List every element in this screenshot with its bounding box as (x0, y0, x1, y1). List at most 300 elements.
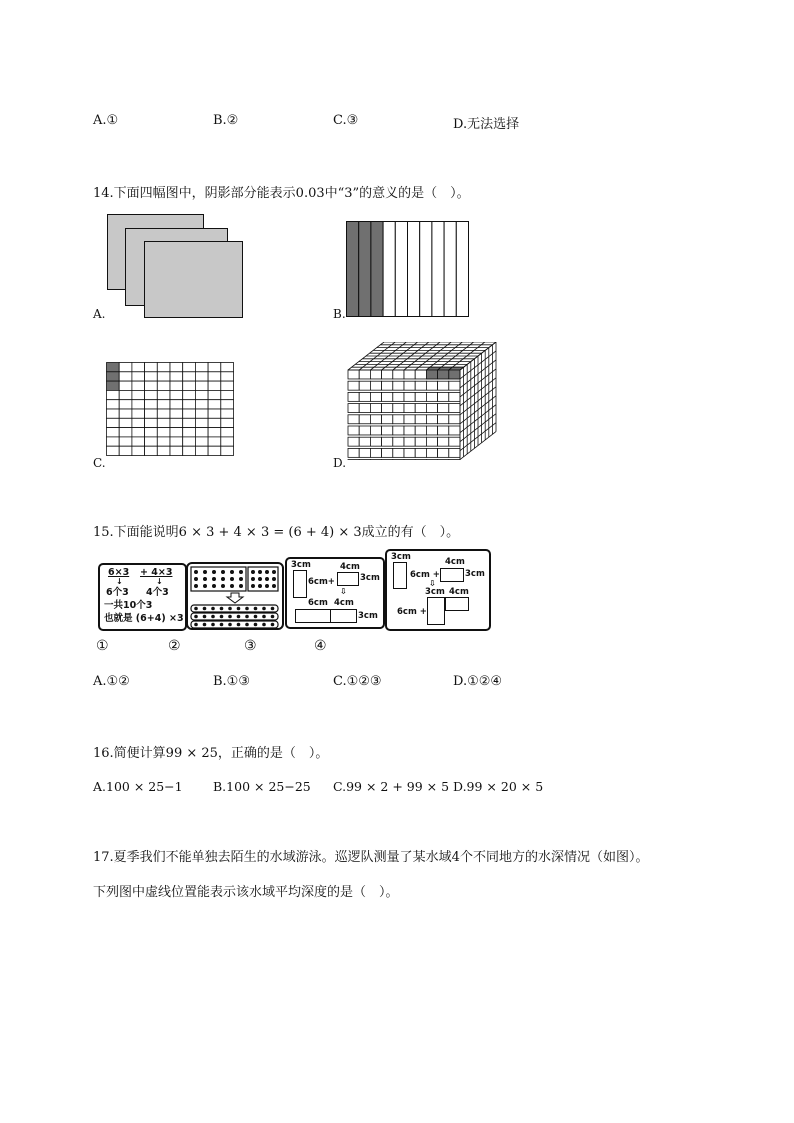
dot (251, 584, 255, 588)
q15-panel-2 (186, 562, 284, 630)
cube-front-cell (359, 448, 370, 457)
q16-stem: 16.简便计算99 × 25，正确的是（ ）。 (93, 746, 329, 761)
q15-option-b[interactable]: B.①③ (213, 674, 250, 689)
grid-cell (132, 390, 145, 399)
cube-front-cell (348, 415, 359, 424)
grid-cell (107, 400, 120, 409)
dot (194, 615, 198, 619)
q17-stem-line1: 17.夏季我们不能单独去陌生的水域游泳。巡逻队测量了某水域4个不同地方的水深情况（如图）。 (93, 850, 649, 865)
q13-option-d[interactable]: D.无法选择 (453, 117, 520, 132)
q15-option-d[interactable]: D.①②④ (453, 674, 503, 689)
cube-front-cell (404, 381, 415, 390)
cube-front-cell (393, 437, 404, 446)
grid-cell (208, 446, 221, 455)
strip (347, 222, 359, 317)
dot (251, 577, 255, 581)
grid-cell (145, 363, 158, 372)
cube-front-cell (426, 404, 437, 413)
dot (221, 577, 225, 581)
dot (254, 623, 258, 627)
dot (228, 623, 232, 627)
q17-stem-line2: 下列图中虚线位置能表示该水域平均深度的是（ ）。 (93, 885, 399, 900)
q15-panel-3 (285, 557, 385, 629)
dot (262, 623, 266, 627)
cube-front-cell (359, 404, 370, 413)
panel1-arrow-b: ↓ (156, 577, 163, 586)
dot (194, 607, 198, 611)
grid-cell (183, 446, 196, 455)
dot (237, 607, 241, 611)
q15-stem: 15.下面能说明6 × 3 + 4 × 3 = (6 + 4) × 3成立的有（ ）。 (93, 525, 460, 540)
dot (211, 623, 215, 627)
grid-cell (208, 372, 221, 381)
panel4-rect-tall (393, 562, 407, 589)
q14-stem: 14.下面四幅图中，阴影部分能表示0.03中“3”的意义的是（ ）。 (93, 186, 470, 201)
dot (212, 577, 216, 581)
cube-front-cell (438, 381, 449, 390)
dot (265, 577, 269, 581)
strip (359, 222, 371, 317)
dot (228, 607, 232, 611)
panel3-rect-long (295, 609, 357, 623)
panel1-count-a: 6个3 (106, 587, 129, 598)
cube-front-cell (359, 415, 370, 424)
cube-front-cell (370, 448, 381, 457)
grid-cell (195, 418, 208, 427)
q14-figure-c (106, 362, 236, 460)
dot (230, 584, 234, 588)
strip (395, 222, 407, 317)
cube-front-cell (348, 381, 359, 390)
cube-front-cell (370, 437, 381, 446)
dot (239, 577, 243, 581)
cube-front-cell (415, 392, 426, 401)
q13-option-b[interactable]: B.② (213, 113, 239, 128)
cube-front-cell (348, 448, 359, 457)
panel4-rect-b-small (445, 597, 469, 611)
dot (251, 570, 255, 574)
square-front (145, 242, 243, 318)
panel3-label-b-right: 4cm (334, 598, 354, 608)
grid-cell (132, 418, 145, 427)
q15-option-c[interactable]: C.①②③ (333, 674, 382, 689)
cube-front-cell (449, 392, 460, 401)
panel1-conclusion: 也就是 (6+4) ×3 (104, 613, 184, 624)
cube-front-cell (438, 426, 449, 435)
cube-front-cell (382, 370, 393, 379)
grid-cell (119, 363, 132, 372)
dot (271, 615, 275, 619)
grid-cell (170, 409, 183, 418)
cube-front-cell (359, 370, 370, 379)
grid-cell (195, 372, 208, 381)
panel3-label-b-left: 6cm (308, 598, 328, 608)
cube-front-cell (449, 426, 460, 435)
grid-cell (145, 390, 158, 399)
dot (220, 615, 224, 619)
cube-shaded-cell (449, 370, 460, 379)
strip (371, 222, 383, 317)
grid-cell (221, 363, 234, 372)
cube-front-cell (370, 370, 381, 379)
grid-cell (183, 409, 196, 418)
cube-front-cell (382, 437, 393, 446)
cube-front-cell (393, 370, 404, 379)
grid-cell (157, 363, 170, 372)
dot (194, 584, 198, 588)
panel4-label-b1: 3cm (425, 587, 445, 597)
cube-front-cell (382, 426, 393, 435)
grid-cell (157, 437, 170, 446)
grid-cell (208, 390, 221, 399)
grid-cell (157, 446, 170, 455)
grid-cell (145, 372, 158, 381)
cube-front-cell (348, 404, 359, 413)
grid-cell (132, 446, 145, 455)
grid-cell (183, 363, 196, 372)
grid-cell (145, 418, 158, 427)
grid-cell (145, 409, 158, 418)
dot (237, 615, 241, 619)
dot (194, 577, 198, 581)
dot (239, 584, 243, 588)
panel1-total: 一共10个3 (104, 600, 153, 611)
grid-cell (195, 437, 208, 446)
cube-front-cell (393, 404, 404, 413)
grid-cell (170, 428, 183, 437)
panel3-rect-tall (293, 570, 307, 598)
grid-cell (195, 390, 208, 399)
panel4-label-right: 3cm (465, 569, 485, 579)
panel4-label-tr: 4cm (445, 557, 465, 567)
cube-front-cell (359, 381, 370, 390)
dot (271, 623, 275, 627)
panel3-label-b-side: 3cm (358, 611, 378, 621)
grid-cell (119, 446, 132, 455)
dot (203, 607, 207, 611)
panel4-label-b-left: 6cm + (397, 607, 427, 617)
dot (194, 623, 198, 627)
cube-front-cell (404, 426, 415, 435)
dot (221, 570, 225, 574)
cube-front-cell (404, 437, 415, 446)
dot (254, 615, 258, 619)
cube-front-cell (426, 392, 437, 401)
dot (265, 584, 269, 588)
cube-front-cell (426, 415, 437, 424)
grid-cell (208, 437, 221, 446)
grid-cell (170, 381, 183, 390)
q15-panel-label-1: ① (96, 638, 109, 654)
grid-cell (195, 381, 208, 390)
grid-cell (183, 437, 196, 446)
grid-cell (119, 409, 132, 418)
q14-label-a[interactable]: A. (93, 307, 106, 321)
dot (211, 607, 215, 611)
grid-cell (183, 400, 196, 409)
q15-option-a[interactable]: A.①② (93, 674, 130, 689)
cube-front-cell (393, 381, 404, 390)
q16-option-d[interactable]: D.99 × 20 × 5 (453, 779, 544, 794)
cube-front-cell (415, 437, 426, 446)
panel3-arrow: ⇩ (340, 587, 347, 596)
dot (203, 623, 207, 627)
cube-front-cell (438, 392, 449, 401)
grid-cell (208, 400, 221, 409)
dot (203, 615, 207, 619)
cube-front-cell (370, 426, 381, 435)
grid-cell (145, 381, 158, 390)
q15-panel-label-2: ② (168, 638, 181, 654)
dot (230, 577, 234, 581)
cube-front-cell (382, 404, 393, 413)
grid-cell (107, 381, 120, 390)
grid-cell (208, 428, 221, 437)
grid-cell (145, 428, 158, 437)
dot (258, 577, 262, 581)
panel1-expr-b: + 4×3 (140, 567, 173, 578)
dot (245, 623, 249, 627)
grid-cell (195, 446, 208, 455)
grid-cell (107, 446, 120, 455)
cube-front-cell (415, 404, 426, 413)
q16-option-b[interactable]: B.100 × 25−25 (213, 779, 311, 794)
dot (272, 577, 276, 581)
dot (258, 584, 262, 588)
cube-front-cell (449, 437, 460, 446)
panel3-label-tr: 4cm (340, 562, 360, 572)
panel4-label-tl: 3cm (391, 552, 411, 562)
grid-cell (157, 381, 170, 390)
grid-cell (132, 381, 145, 390)
grid-cell (145, 400, 158, 409)
q15-panel-4 (385, 549, 491, 631)
dot (245, 607, 249, 611)
grid-cell (183, 381, 196, 390)
dot (221, 584, 225, 588)
cube-front-cell (370, 404, 381, 413)
dot (228, 615, 232, 619)
cube-front-cell (415, 370, 426, 379)
dot (194, 570, 198, 574)
cube-front-cell (382, 381, 393, 390)
q14-label-c[interactable]: C. (93, 456, 106, 470)
cube-front-cell (348, 370, 359, 379)
dot (272, 570, 276, 574)
dot (272, 584, 276, 588)
dot (203, 584, 207, 588)
q14-figure-a (107, 214, 247, 320)
dot (271, 607, 275, 611)
cube-front-cell (404, 404, 415, 413)
grid-cell (119, 418, 132, 427)
grid-cell (183, 418, 196, 427)
panel4-arrow: ⇩ (429, 579, 436, 588)
grid-cell (157, 409, 170, 418)
grid-cell (132, 400, 145, 409)
grid-cell (221, 437, 234, 446)
cube-front-cell (438, 437, 449, 446)
grid-cell (119, 390, 132, 399)
grid-cell (157, 428, 170, 437)
cube-front-cell (438, 415, 449, 424)
dot (220, 607, 224, 611)
panel4-label-mid: 6cm + (410, 570, 440, 580)
cube-front-cell (359, 392, 370, 401)
cube-front-cell (449, 404, 460, 413)
cube-front-cell (393, 426, 404, 435)
strip (432, 222, 444, 317)
grid-cell (183, 372, 196, 381)
grid-cell (221, 446, 234, 455)
grid-cell (183, 390, 196, 399)
grid-cell (107, 372, 120, 381)
cube-front-cell (415, 381, 426, 390)
grid-cell (208, 409, 221, 418)
grid-cell (170, 418, 183, 427)
grid-cell (157, 390, 170, 399)
grid-cell (221, 372, 234, 381)
grid-cell (195, 363, 208, 372)
grid-cell (107, 437, 120, 446)
cube-front-cell (348, 437, 359, 446)
dot (220, 623, 224, 627)
dot (262, 615, 266, 619)
q16-option-a[interactable]: A.100 × 25−1 (93, 779, 183, 794)
cube-front-cell (393, 415, 404, 424)
grid-cell (221, 400, 234, 409)
cube-front-cell (426, 426, 437, 435)
grid-cell (107, 363, 120, 372)
cube-front-cell (393, 448, 404, 457)
grid-cell (132, 372, 145, 381)
grid-cell (170, 446, 183, 455)
grid-cell (170, 363, 183, 372)
cube-front-cell (382, 448, 393, 457)
cube-front-cell (382, 392, 393, 401)
panel4-label-b2: 4cm (449, 587, 469, 597)
cube-front-cell (370, 415, 381, 424)
grid-cell (119, 437, 132, 446)
dot (237, 623, 241, 627)
dot (211, 615, 215, 619)
cube-shaded-cell (426, 370, 437, 379)
cube-front-cell (370, 381, 381, 390)
strip (383, 222, 395, 317)
grid-cell (107, 409, 120, 418)
q14-figure-b (346, 221, 470, 319)
grid-cell (119, 381, 132, 390)
panel1-expr-a: 6×3 (108, 567, 130, 578)
dot (203, 570, 207, 574)
cube-front-cell (449, 415, 460, 424)
grid-cell (157, 400, 170, 409)
grid-cell (132, 428, 145, 437)
grid-cell (107, 390, 120, 399)
grid-cell (195, 428, 208, 437)
dot (265, 570, 269, 574)
cube-front-cell (404, 370, 415, 379)
cube-front-cell (426, 437, 437, 446)
cube-front-cell (393, 392, 404, 401)
cube-front-cell (449, 381, 460, 390)
grid-cell (107, 428, 120, 437)
dot-block-6x3 (191, 567, 246, 591)
cube-front-cell (438, 404, 449, 413)
grid-cell (157, 372, 170, 381)
grid-cell (119, 428, 132, 437)
q14-label-b[interactable]: B. (333, 307, 346, 321)
dot (254, 607, 258, 611)
cube-front-cell (415, 426, 426, 435)
dot (212, 570, 216, 574)
grid-cell (170, 390, 183, 399)
cube-front-cell (426, 381, 437, 390)
dot (262, 607, 266, 611)
q15-panel-1 (98, 563, 187, 631)
cube-front-cell (359, 437, 370, 446)
q14-label-d[interactable]: D. (333, 456, 347, 470)
grid-cell (221, 390, 234, 399)
panel3-rect-divider (330, 609, 331, 623)
panel3-rect-small (337, 572, 359, 586)
q16-option-c[interactable]: C.99 × 2 + 99 × 5 (333, 779, 450, 794)
panel4-rect-small (440, 568, 464, 582)
cube-front-cell (415, 415, 426, 424)
grid-cell (170, 400, 183, 409)
grid-cell (170, 437, 183, 446)
cube-front-cell (438, 448, 449, 457)
grid-cell (132, 437, 145, 446)
grid-cell (132, 363, 145, 372)
grid-cell (183, 428, 196, 437)
cube-front-cell (348, 392, 359, 401)
cube-front-cell (426, 448, 437, 457)
cube-front-cell (404, 415, 415, 424)
cube-front-cell (382, 415, 393, 424)
grid-cell (107, 418, 120, 427)
cube-front-cell (404, 448, 415, 457)
dot (230, 570, 234, 574)
panel4-rect-b-tall (427, 597, 445, 625)
cube-front-cell (404, 392, 415, 401)
dot (245, 615, 249, 619)
strip (420, 222, 432, 317)
grid-cell (145, 446, 158, 455)
cube-shaded-cell (438, 370, 449, 379)
q15-panel-label-3: ③ (244, 638, 257, 654)
dot (203, 577, 207, 581)
panel1-arrow-a: ↓ (116, 577, 123, 586)
strip (408, 222, 420, 317)
grid-cell (208, 381, 221, 390)
q13-option-a[interactable]: A.① (93, 113, 119, 128)
grid-cell (208, 363, 221, 372)
grid-cell (157, 418, 170, 427)
grid-cell (119, 372, 132, 381)
grid-cell (195, 400, 208, 409)
q13-option-c[interactable]: C.③ (333, 113, 359, 128)
cube-front-cell (415, 448, 426, 457)
panel1-count-b: 4个3 (146, 587, 169, 598)
q14-figure-d (346, 342, 502, 460)
panel3-label-mid: 6cm+ (308, 577, 335, 587)
dot (239, 570, 243, 574)
grid-cell (221, 418, 234, 427)
grid-cell (208, 418, 221, 427)
q15-panel-label-4: ④ (314, 638, 327, 654)
panel3-label-right: 3cm (360, 573, 380, 583)
